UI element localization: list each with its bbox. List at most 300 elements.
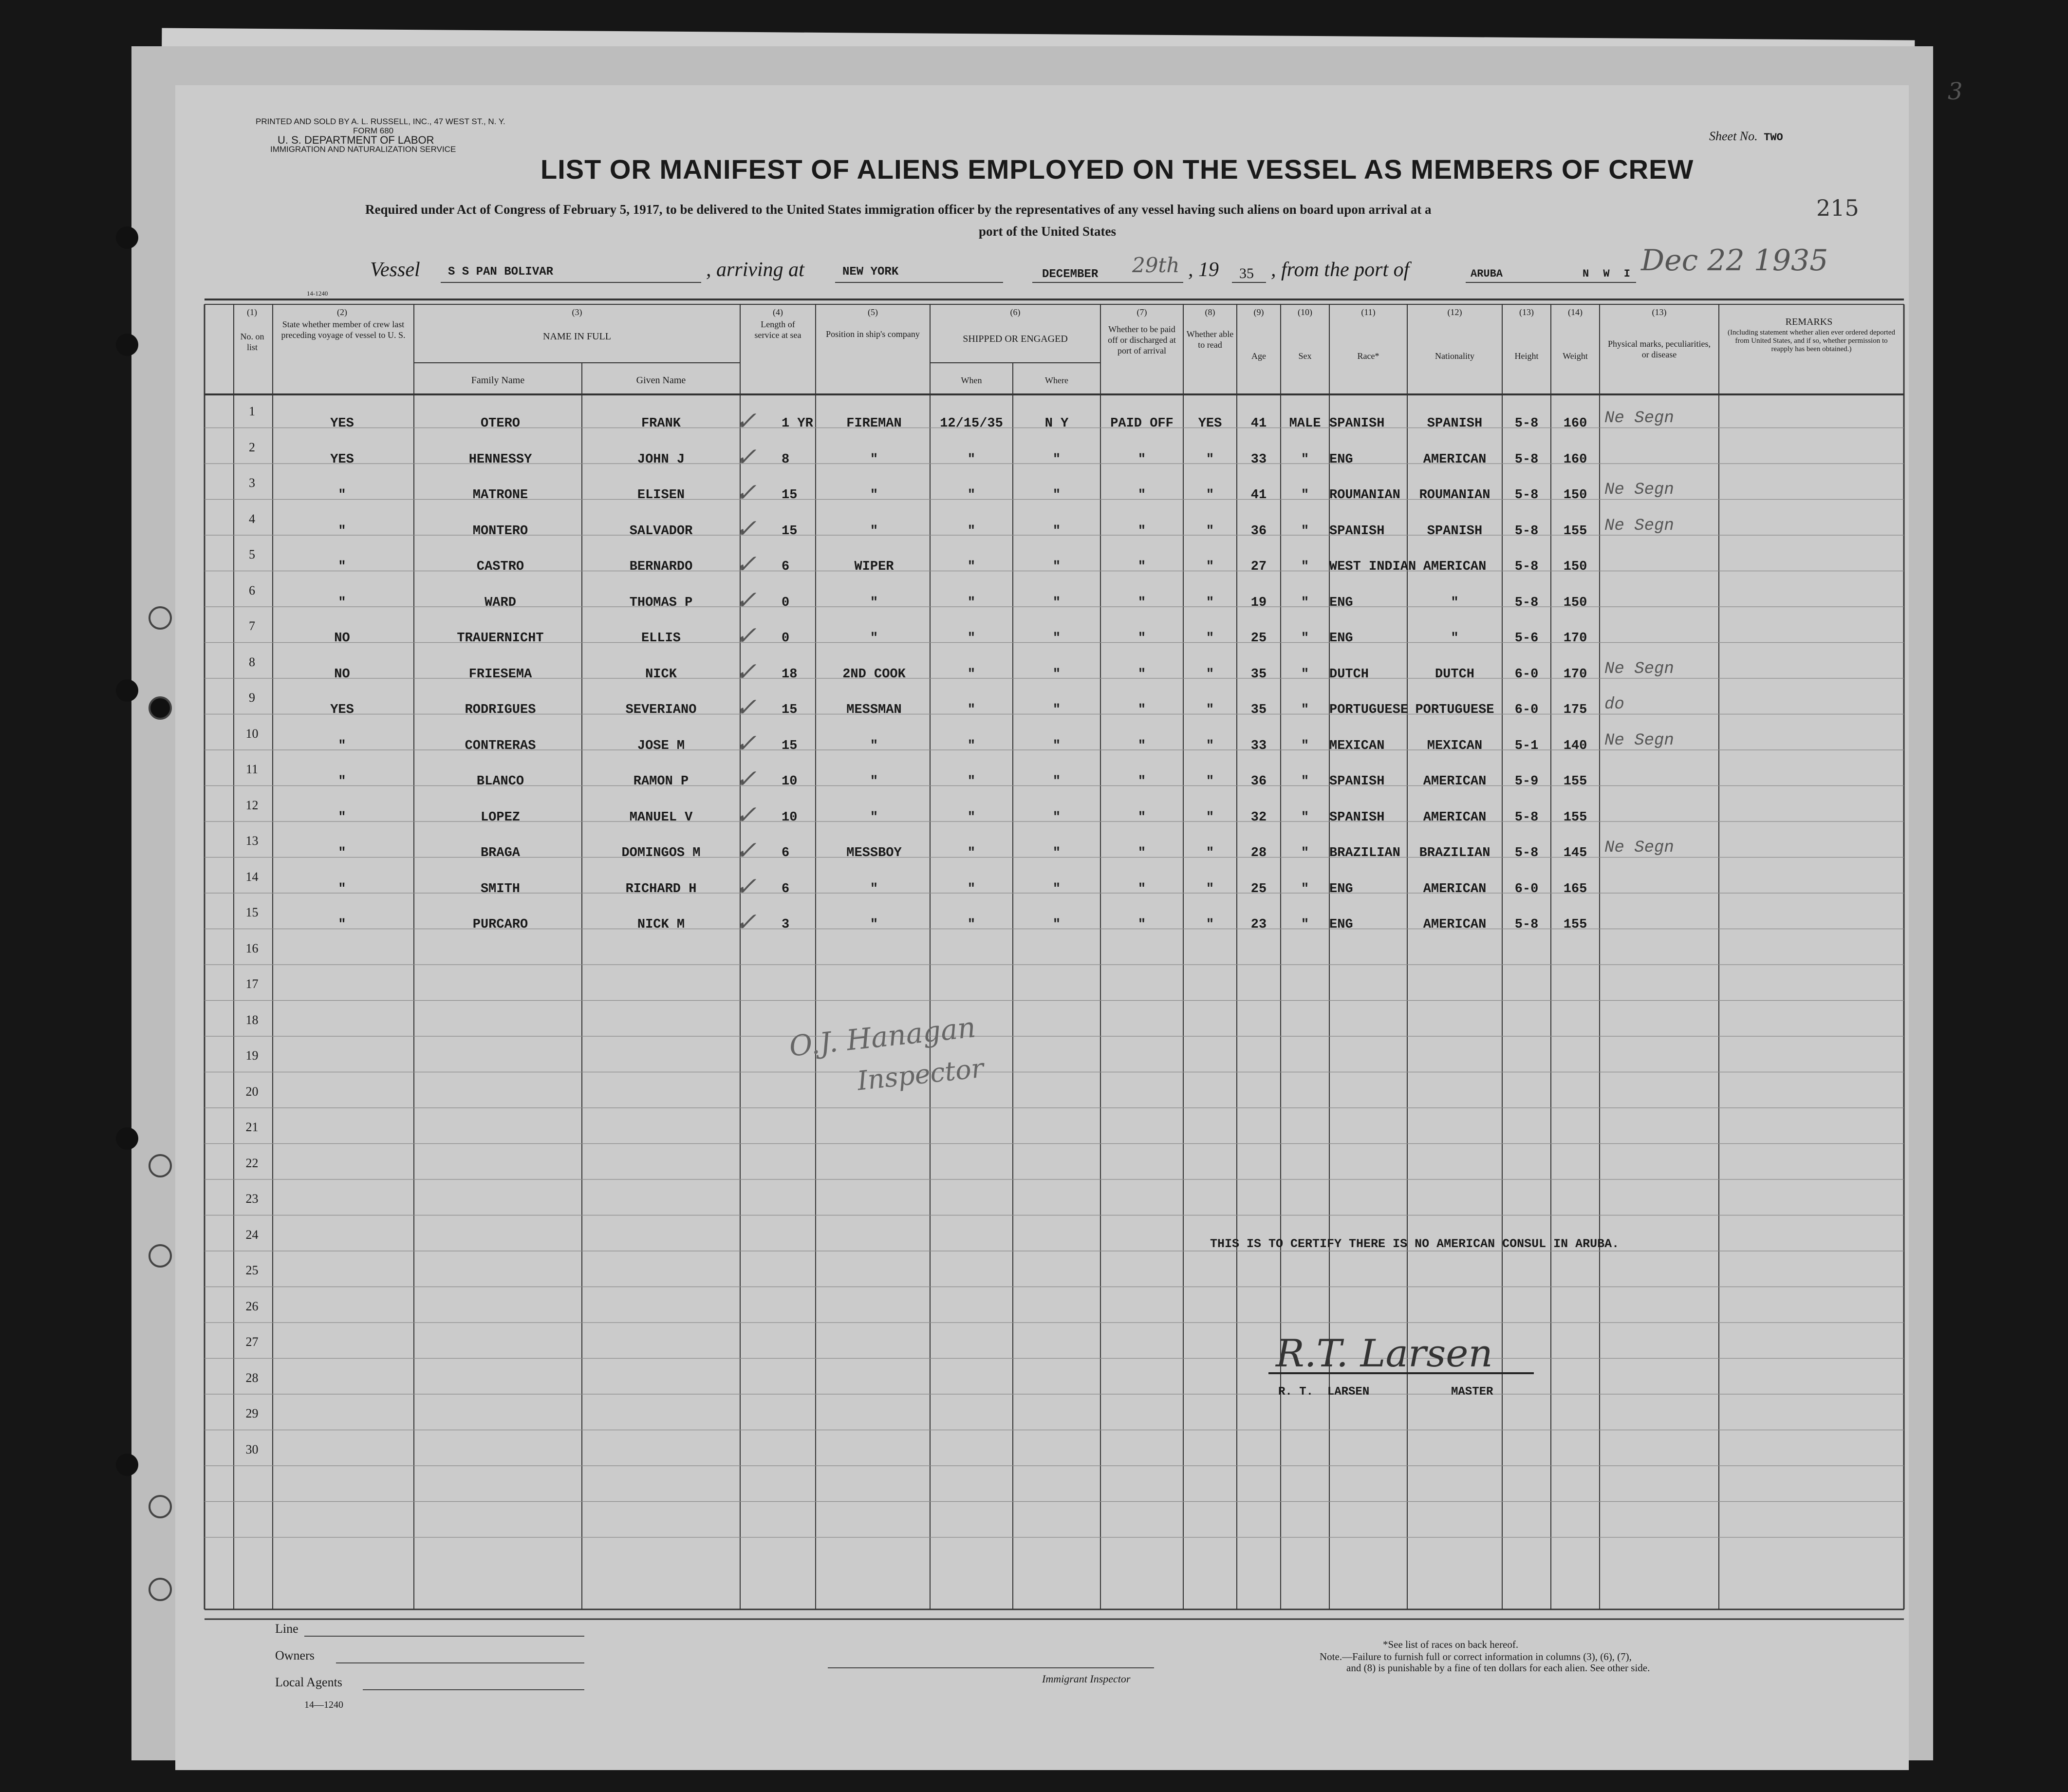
cell-sex: " — [1301, 560, 1309, 574]
cell-service: 15 — [782, 523, 798, 539]
cell-race: PORTUGUESE — [1329, 703, 1409, 717]
cell-when: " — [967, 560, 976, 574]
row-number: 24 — [245, 1227, 259, 1242]
col-header-service: Length of service at sea — [754, 319, 801, 340]
row-number: 22 — [245, 1156, 259, 1170]
cell-weight: 145 — [1563, 846, 1587, 860]
cell-where: " — [1052, 631, 1061, 646]
cell-sex: " — [1301, 881, 1309, 896]
cell-position: MESSMAN — [846, 703, 902, 717]
cell-position: " — [870, 488, 878, 503]
cell-no: 9 — [249, 691, 255, 705]
col-header-race: Race* — [1357, 351, 1379, 361]
cell-nat: PORTUGUESE — [1415, 703, 1494, 717]
check-mark-icon: ✓ — [735, 480, 757, 509]
vessel-label: Vessel — [370, 259, 420, 281]
cell-when: " — [967, 523, 976, 539]
row-number: 16 — [245, 941, 259, 955]
cell-family: HENNESSY — [468, 452, 532, 467]
footer-inspector-label: Immigrant Inspector — [1042, 1673, 1131, 1685]
cell-nat: SPANISH — [1427, 416, 1483, 431]
cell-prev: YES — [330, 703, 354, 717]
cell-service: 10 — [782, 774, 798, 789]
check-mark-icon: ✓ — [735, 623, 757, 652]
footer-note-1: Note.—Failure to furnish full or correct information in columns (3), (6), (7), — [1320, 1651, 1632, 1662]
row-number: 28 — [245, 1370, 259, 1385]
cell-position: " — [870, 631, 878, 646]
cell-sex: " — [1301, 595, 1309, 610]
col-header-name: NAME IN FULL — [543, 331, 611, 342]
col-num-4: (4) — [773, 307, 783, 317]
form-code-top: 14-1240 — [307, 290, 328, 297]
cell-height: 6-0 — [1514, 881, 1539, 896]
cell-weight: 165 — [1563, 881, 1587, 896]
cell-when: " — [967, 452, 976, 467]
cell-weight: 150 — [1563, 560, 1587, 574]
punch-hole — [116, 334, 138, 356]
cell-weight: 155 — [1563, 917, 1587, 932]
punch-hole — [116, 1454, 138, 1476]
check-mark-icon: ✓ — [735, 695, 757, 724]
cell-when: " — [967, 881, 976, 896]
cell-nat: SPANISH — [1427, 523, 1483, 539]
row-number: 23 — [245, 1192, 259, 1206]
arrival-day: 29th — [1132, 253, 1180, 277]
cell-read: " — [1206, 846, 1214, 860]
cell-prev: " — [338, 846, 346, 860]
cell-sex: " — [1301, 631, 1309, 646]
row-number: 18 — [245, 1012, 259, 1027]
cell-service: 15 — [782, 738, 798, 753]
col-num-7: (7) — [1136, 307, 1147, 317]
footer-form-code: 14—1240 — [304, 1699, 343, 1710]
col-num-15: (13) — [1652, 307, 1667, 317]
cell-read: " — [1206, 917, 1214, 932]
cell-age: 35 — [1250, 703, 1267, 717]
cell-when: " — [967, 631, 976, 646]
cell-age: 36 — [1250, 523, 1267, 539]
row-number: 20 — [245, 1084, 259, 1099]
printer-line: PRINTED AND SOLD BY A. L. RUSSELL, INC., 47 WEST ST., N. Y. — [256, 117, 505, 126]
from-label: , from the port of — [1271, 259, 1410, 281]
signature-underline — [1266, 1351, 1539, 1381]
cell-service: 6 — [782, 560, 790, 574]
cell-marks: Ne Segn — [1604, 409, 1674, 428]
cell-age: 23 — [1250, 917, 1267, 932]
cell-service: 15 — [782, 703, 798, 717]
check-mark-icon: ✓ — [735, 659, 757, 688]
cell-when: 12/15/35 — [940, 416, 1003, 431]
cell-weight: 170 — [1563, 667, 1587, 682]
footer-line-label: Line — [275, 1622, 298, 1636]
cell-service: 15 — [782, 488, 798, 503]
cell-age: 35 — [1250, 667, 1267, 682]
col-header-sex: Sex — [1298, 351, 1312, 361]
cell-service: 0 — [782, 631, 790, 646]
cell-race: ENG — [1329, 881, 1353, 896]
cell-nat: " — [1451, 631, 1459, 646]
cell-where: N Y — [1044, 416, 1069, 431]
cell-no: 3 — [249, 476, 255, 490]
cell-height: 5-8 — [1514, 452, 1539, 467]
cell-given: JOHN J — [637, 452, 685, 467]
cell-no: 12 — [245, 798, 259, 812]
row-number: 19 — [245, 1048, 259, 1063]
cell-position: 2ND COOK — [842, 667, 906, 682]
cell-where: " — [1052, 667, 1061, 682]
cell-where: " — [1052, 846, 1061, 860]
check-mark-icon: ✓ — [735, 587, 757, 616]
cell-nat: AMERICAN — [1423, 560, 1487, 574]
col-header-given-name: Given Name — [636, 375, 686, 386]
cell-family: LOPEZ — [480, 810, 520, 825]
cell-family: RODRIGUES — [465, 703, 536, 717]
cell-sex: " — [1301, 774, 1309, 789]
cell-height: 5-1 — [1514, 738, 1539, 753]
cell-prev: NO — [334, 631, 350, 646]
cell-age: 33 — [1250, 452, 1267, 467]
cell-height: 5-8 — [1514, 488, 1539, 503]
cell-read: " — [1206, 810, 1214, 825]
cell-age: 19 — [1250, 595, 1267, 610]
cell-prev: " — [338, 523, 346, 539]
cell-where: " — [1052, 810, 1061, 825]
cell-when: " — [967, 703, 976, 717]
department: U. S. DEPARTMENT OF LABOR — [278, 134, 434, 146]
check-mark-icon: ✓ — [735, 444, 757, 473]
col-header-previous-voyage: State whether member of crew last preceding voyage of vessel to U. S. — [281, 319, 406, 340]
arriving-label: , arriving at — [706, 259, 804, 281]
cell-sex: " — [1301, 523, 1309, 539]
row-number: 30 — [245, 1442, 259, 1456]
cell-read: " — [1206, 881, 1214, 896]
cell-where: " — [1052, 881, 1061, 896]
cell-age: 32 — [1250, 810, 1267, 825]
check-mark-icon: ✓ — [735, 409, 757, 437]
cell-prev: " — [338, 738, 346, 753]
cell-weight: 155 — [1563, 774, 1587, 789]
cell-service: 8 — [782, 452, 790, 467]
cell-marks: Ne Segn — [1604, 731, 1674, 750]
cell-where: " — [1052, 703, 1061, 717]
cell-race: SPANISH — [1329, 416, 1385, 431]
cell-position: " — [870, 523, 878, 539]
col-num-1: (1) — [247, 307, 257, 317]
cell-marks: do — [1604, 695, 1624, 714]
cell-when: " — [967, 667, 976, 682]
cell-age: 33 — [1250, 738, 1267, 753]
cell-weight: 160 — [1563, 452, 1587, 467]
cell-read: " — [1206, 452, 1214, 467]
cell-prev: " — [338, 774, 346, 789]
sheet-value: TWO — [1764, 131, 1783, 144]
cell-position: " — [870, 452, 878, 467]
cell-nat: MEXICAN — [1427, 738, 1483, 753]
row-number: 29 — [245, 1406, 259, 1420]
cell-height: 5-8 — [1514, 595, 1539, 610]
form-number: FORM 680 — [353, 126, 394, 135]
footer-note-2: and (8) is punishable by a fine of ten dollars for each alien. See other side. — [1346, 1662, 1650, 1674]
cell-weight: 160 — [1563, 416, 1587, 431]
year-suffix: 35 — [1239, 265, 1254, 281]
cell-race: BRAZILIAN — [1329, 846, 1400, 860]
check-mark-icon: ✓ — [735, 552, 757, 580]
cell-sex: " — [1301, 488, 1309, 503]
cell-paid: " — [1137, 738, 1146, 753]
cell-read: " — [1206, 488, 1214, 503]
cell-given: DOMINGOS M — [621, 846, 701, 860]
subtitle-line-2: port of the United States — [979, 224, 1116, 239]
cell-read: " — [1206, 774, 1214, 789]
cell-nat: AMERICAN — [1423, 452, 1487, 467]
cell-where: " — [1052, 917, 1061, 932]
cell-prev: YES — [330, 452, 354, 467]
handwritten-date: Dec 22 1935 — [1641, 243, 1828, 278]
col-header-nationality: Nationality — [1435, 351, 1474, 361]
cell-no: 14 — [245, 869, 259, 884]
footer-races-note: *See list of races on back hereof. — [1383, 1639, 1519, 1650]
col-num-12: (12) — [1447, 307, 1462, 317]
cell-no: 5 — [249, 547, 255, 561]
cell-sex: " — [1301, 738, 1309, 753]
cell-age: 25 — [1250, 631, 1267, 646]
col-num-5: (5) — [868, 307, 878, 317]
cell-prev: " — [338, 595, 346, 610]
cell-family: SMITH — [480, 881, 520, 896]
cell-no: 8 — [249, 654, 255, 669]
row-number: 27 — [245, 1335, 259, 1349]
cell-family: PURCARO — [472, 917, 528, 932]
cell-age: 36 — [1250, 774, 1267, 789]
cell-read: " — [1206, 667, 1214, 682]
cell-when: " — [967, 810, 976, 825]
cell-prev: " — [338, 881, 346, 896]
punch-ring — [149, 1154, 172, 1177]
cell-nat: AMERICAN — [1423, 917, 1487, 932]
cell-when: " — [967, 738, 976, 753]
cell-where: " — [1052, 452, 1061, 467]
col-header-number: No. on list — [240, 332, 264, 352]
cell-height: 5-8 — [1514, 917, 1539, 932]
certification-text: THIS IS TO CERTIFY THERE IS NO AMERICAN CONSUL IN ARUBA. — [1210, 1237, 1620, 1251]
punch-ring — [149, 1244, 172, 1268]
cell-when: " — [967, 595, 976, 610]
cell-no: 7 — [249, 619, 255, 633]
row-number: 25 — [245, 1263, 259, 1277]
punch-hole — [116, 679, 138, 702]
cell-nat: ROUMANIAN — [1419, 488, 1490, 503]
cell-no: 15 — [245, 905, 259, 919]
cell-marks: Ne Segn — [1604, 659, 1674, 678]
cell-position: " — [870, 810, 878, 825]
col-header-age: Age — [1251, 351, 1266, 361]
cell-prev: " — [338, 560, 346, 574]
col-header-when: When — [961, 375, 982, 385]
cell-paid: " — [1137, 917, 1146, 932]
cell-position: MESSBOY — [846, 846, 902, 860]
cell-weight: 170 — [1563, 631, 1587, 646]
cell-age: 41 — [1250, 416, 1267, 431]
cell-paid: " — [1137, 452, 1146, 467]
cell-read: " — [1206, 631, 1214, 646]
cell-paid: " — [1137, 488, 1146, 503]
cell-height: 5-6 — [1514, 631, 1539, 646]
cell-prev: " — [338, 810, 346, 825]
cell-read: " — [1206, 523, 1214, 539]
cell-given: MANUEL V — [629, 810, 693, 825]
cell-sex: MALE — [1289, 416, 1321, 431]
cell-where: " — [1052, 488, 1061, 503]
col-num-8: (8) — [1205, 307, 1215, 317]
cell-service: 3 — [782, 917, 790, 932]
cell-sex: " — [1301, 810, 1309, 825]
cell-prev: NO — [334, 667, 350, 682]
cell-age: 41 — [1250, 488, 1267, 503]
col-header-remarks-note: (Including statement whether alien ever ordered deported from United States, and if so, whether permission to reapply has been obtained.) — [1727, 329, 1896, 353]
cell-no: 10 — [245, 726, 259, 741]
cell-position: " — [870, 881, 878, 896]
from-region: N W I — [1583, 268, 1635, 280]
cell-weight: 150 — [1563, 595, 1587, 610]
cell-race: SPANISH — [1329, 810, 1385, 825]
cell-marks: Ne Segn — [1604, 839, 1674, 857]
service: IMMIGRATION AND NATURALIZATION SERVICE — [270, 145, 456, 154]
inspector-signature: O.J. Hanagan — [787, 1010, 977, 1063]
cell-race: ENG — [1329, 452, 1353, 467]
cell-no: 4 — [249, 511, 255, 526]
cell-prev: YES — [330, 416, 354, 431]
corner-number: 3 — [1948, 78, 1963, 105]
cell-no: 11 — [245, 762, 259, 776]
cell-height: 6-0 — [1514, 667, 1539, 682]
sheet-label: Sheet No. — [1709, 129, 1758, 143]
footer-agents-label: Local Agents — [275, 1675, 342, 1689]
cell-race: DUTCH — [1329, 667, 1369, 682]
cell-paid: " — [1137, 631, 1146, 646]
col-num-14: (14) — [1568, 307, 1583, 317]
col-header-remarks: REMARKS — [1785, 317, 1833, 327]
check-mark-icon: ✓ — [735, 910, 757, 938]
check-mark-icon: ✓ — [735, 730, 757, 760]
cell-age: 27 — [1250, 560, 1267, 574]
check-mark-icon: ✓ — [735, 766, 757, 795]
cell-nat: DUTCH — [1435, 667, 1474, 682]
col-num-6: (6) — [1010, 307, 1021, 317]
page-number: 215 — [1816, 195, 1859, 221]
cell-family: CASTRO — [476, 560, 524, 574]
cell-read: YES — [1198, 416, 1222, 431]
cell-paid: " — [1137, 523, 1146, 539]
cell-height: 5-8 — [1514, 846, 1539, 860]
cell-paid: " — [1137, 774, 1146, 789]
col-header-shipped: SHIPPED OR ENGAGED — [963, 334, 1068, 344]
master-signature: R.T. Larsen — [1276, 1332, 1493, 1376]
subtitle-line-1: Required under Act of Congress of February 5, 1917, to be delivered to the United States immigration officer by the representatives of any vessel having such aliens on board upon arrival at a — [365, 202, 1432, 217]
cell-when: " — [967, 488, 976, 503]
cell-position: " — [870, 917, 878, 932]
col-num-11: (11) — [1361, 307, 1376, 317]
cell-when: " — [967, 846, 976, 860]
cell-read: " — [1206, 595, 1214, 610]
from-port: ARUBA — [1471, 268, 1503, 280]
cell-race: ENG — [1329, 595, 1353, 610]
cell-position: FIREMAN — [846, 416, 902, 431]
master-name: R. T. LARSEN — [1278, 1385, 1370, 1399]
cell-family: MONTERO — [472, 523, 528, 539]
cell-race: ENG — [1329, 631, 1353, 646]
cell-family: BRAGA — [480, 846, 520, 860]
cell-race: SPANISH — [1329, 774, 1385, 789]
cell-race: SPANISH — [1329, 523, 1385, 539]
col-num-13: (13) — [1519, 307, 1534, 317]
cell-weight: 150 — [1563, 488, 1587, 503]
punch-hole — [116, 226, 138, 249]
cell-position: " — [870, 595, 878, 610]
footer-lines — [175, 1619, 1909, 1697]
cell-read: " — [1206, 560, 1214, 574]
cell-read: " — [1206, 738, 1214, 753]
punch-hole — [116, 1127, 138, 1150]
form-title: LIST OR MANIFEST OF ALIENS EMPLOYED ON THE VESSEL AS MEMBERS OF CREW — [540, 154, 1694, 185]
footer-owners-label: Owners — [275, 1648, 315, 1662]
cell-where: " — [1052, 738, 1061, 753]
cell-nat: " — [1451, 595, 1459, 610]
cell-weight: 175 — [1563, 703, 1587, 717]
col-header-paid-off: Whether to be paid off or discharged at port of arrival — [1108, 324, 1176, 355]
col-header-physical-marks: Physical marks, peculiarities, or disease — [1608, 339, 1711, 359]
cell-prev: " — [338, 917, 346, 932]
cell-given: ELLIS — [641, 631, 681, 646]
cell-service: 6 — [782, 846, 790, 860]
cell-paid: PAID OFF — [1110, 416, 1174, 431]
cell-weight: 155 — [1563, 810, 1587, 825]
cell-given: SEVERIANO — [625, 703, 697, 717]
col-header-family-name: Family Name — [471, 375, 525, 386]
inspector-signature-title: Inspector — [856, 1052, 986, 1097]
cell-age: 25 — [1250, 881, 1267, 896]
cell-family: TRAUERNICHT — [457, 631, 544, 646]
cell-sex: " — [1301, 846, 1309, 860]
cell-service: 1 YR — [782, 416, 813, 431]
cell-sex: " — [1301, 917, 1309, 932]
cell-given: NICK — [645, 667, 677, 682]
cell-height: 5-8 — [1514, 810, 1539, 825]
cell-family: OTERO — [480, 416, 520, 431]
cell-paid: " — [1137, 560, 1146, 574]
cell-paid: " — [1137, 846, 1146, 860]
cell-race: MEXICAN — [1329, 738, 1385, 753]
year-prefix: , 19 — [1188, 259, 1219, 281]
cell-weight: 140 — [1563, 738, 1587, 753]
row-number: 21 — [245, 1120, 259, 1134]
cell-sex: " — [1301, 452, 1309, 467]
cell-family: CONTRERAS — [465, 738, 536, 753]
cell-sex: " — [1301, 667, 1309, 682]
cell-service: 6 — [782, 881, 790, 896]
cell-service: 18 — [782, 667, 798, 682]
col-header-position: Position in ship's company — [826, 329, 920, 339]
cell-nat: AMERICAN — [1423, 881, 1487, 896]
cell-nat: BRAZILIAN — [1419, 846, 1490, 860]
check-mark-icon: ✓ — [735, 802, 757, 831]
cell-no: 6 — [249, 583, 255, 597]
cell-height: 5-8 — [1514, 416, 1539, 431]
cell-family: WARD — [484, 595, 516, 610]
cell-given: NICK M — [637, 917, 685, 932]
cell-when: " — [967, 917, 976, 932]
col-header-read: Whether able to read — [1186, 329, 1234, 350]
arrival-month: DECEMBER — [1042, 268, 1099, 281]
